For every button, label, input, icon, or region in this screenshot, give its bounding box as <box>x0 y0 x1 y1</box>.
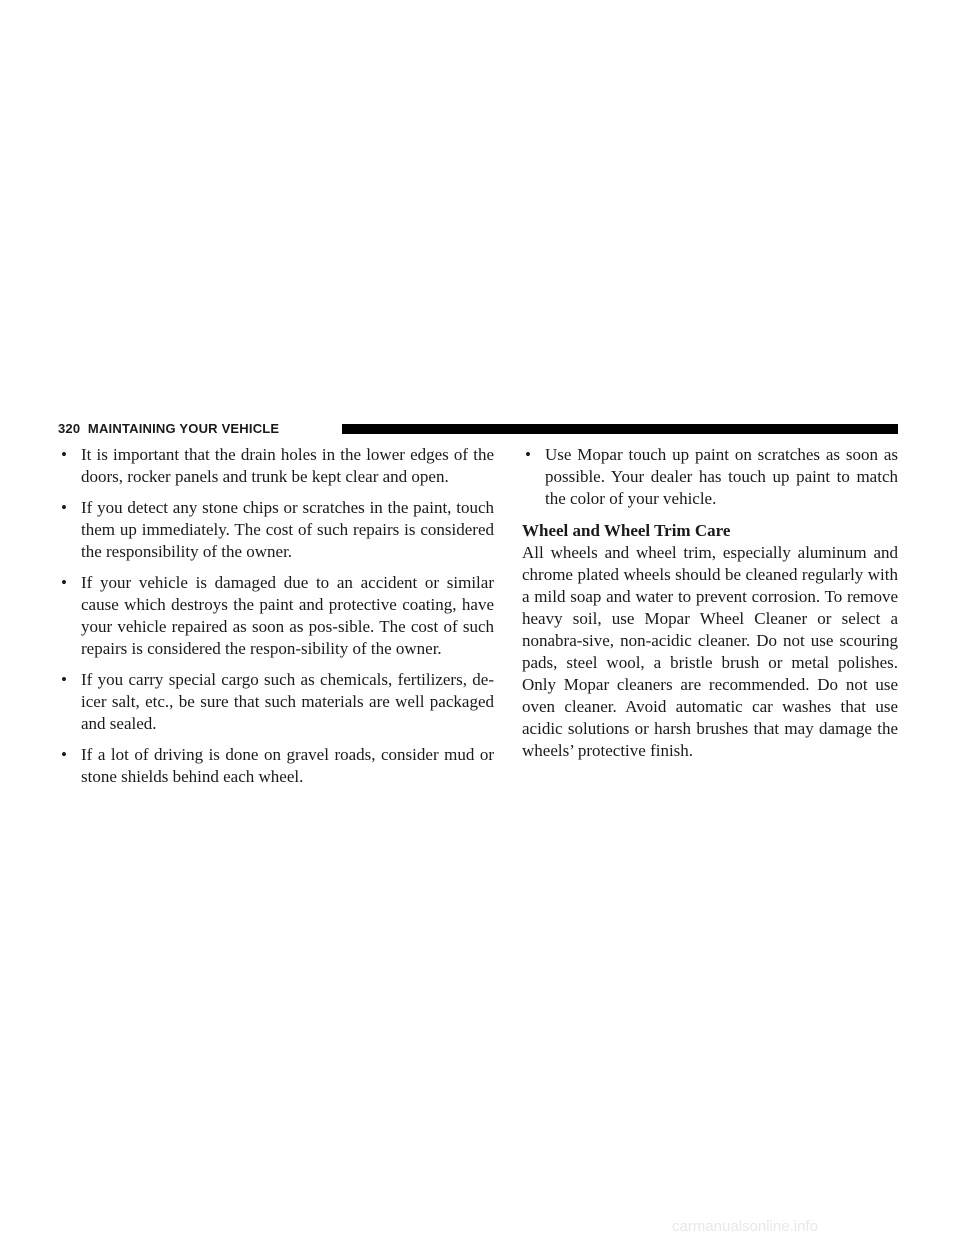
section-title: MAINTAINING YOUR VEHICLE <box>87 421 280 436</box>
watermark-text: carmanualsonline.info <box>672 1218 818 1235</box>
left-column <box>58 444 494 797</box>
bullet-item: • It is important that the drain holes in the lower edges of the doors, rocker panels and trunk be kept clear and open. <box>58 444 494 488</box>
right-bullet-list <box>522 444 898 510</box>
bullet-item: • If you detect any stone chips or scratches in the paint, touch them up immediately. The cost of such repairs is considered the responsibility of the owner. <box>58 497 494 563</box>
section-heading: Wheel and Wheel Trim Care <box>522 521 731 540</box>
left-bullet-list <box>58 444 494 788</box>
page-header <box>58 420 898 438</box>
section-body: All wheels and wheel trim, especially aluminum and chrome plated wheels should be cleaned regularly with a mild soap and water to prevent corrosion. To remove heavy soil, use Mopar Wheel Cleaner or select a nonabra-sive, non-acidic cleaner. Do not use scouring pads, steel wool, a bristle brush or metal polishes. Only Mopar cleaners are recommended. Do not use oven cleaner. Avoid automatic car washes that use acidic solutions or harsh brushes that may damage the wheels’ protective finish. <box>522 543 898 760</box>
bullet-item: • If your vehicle is damaged due to an accident or similar cause which destroys the paint and protective coating, have your vehicle repaired as soon as pos-sible. The cost of such repairs is considered the respon-sibility of the owner. <box>58 572 494 660</box>
bullet-item: • If you carry special cargo such as chemicals, fertilizers, de-icer salt, etc., be sure that such materials are well packaged and sealed. <box>58 669 494 735</box>
header-text <box>58 420 279 438</box>
bullet-item: • If a lot of driving is done on gravel roads, consider mud or stone shields behind each wheel. <box>58 744 494 788</box>
page-number: 320 <box>58 421 81 436</box>
bullet-item: • Use Mopar touch up paint on scratches as soon as possible. Your dealer has touch up paint to match the color of your vehicle. <box>522 444 898 510</box>
right-column <box>522 444 898 762</box>
header-rule <box>342 424 898 434</box>
